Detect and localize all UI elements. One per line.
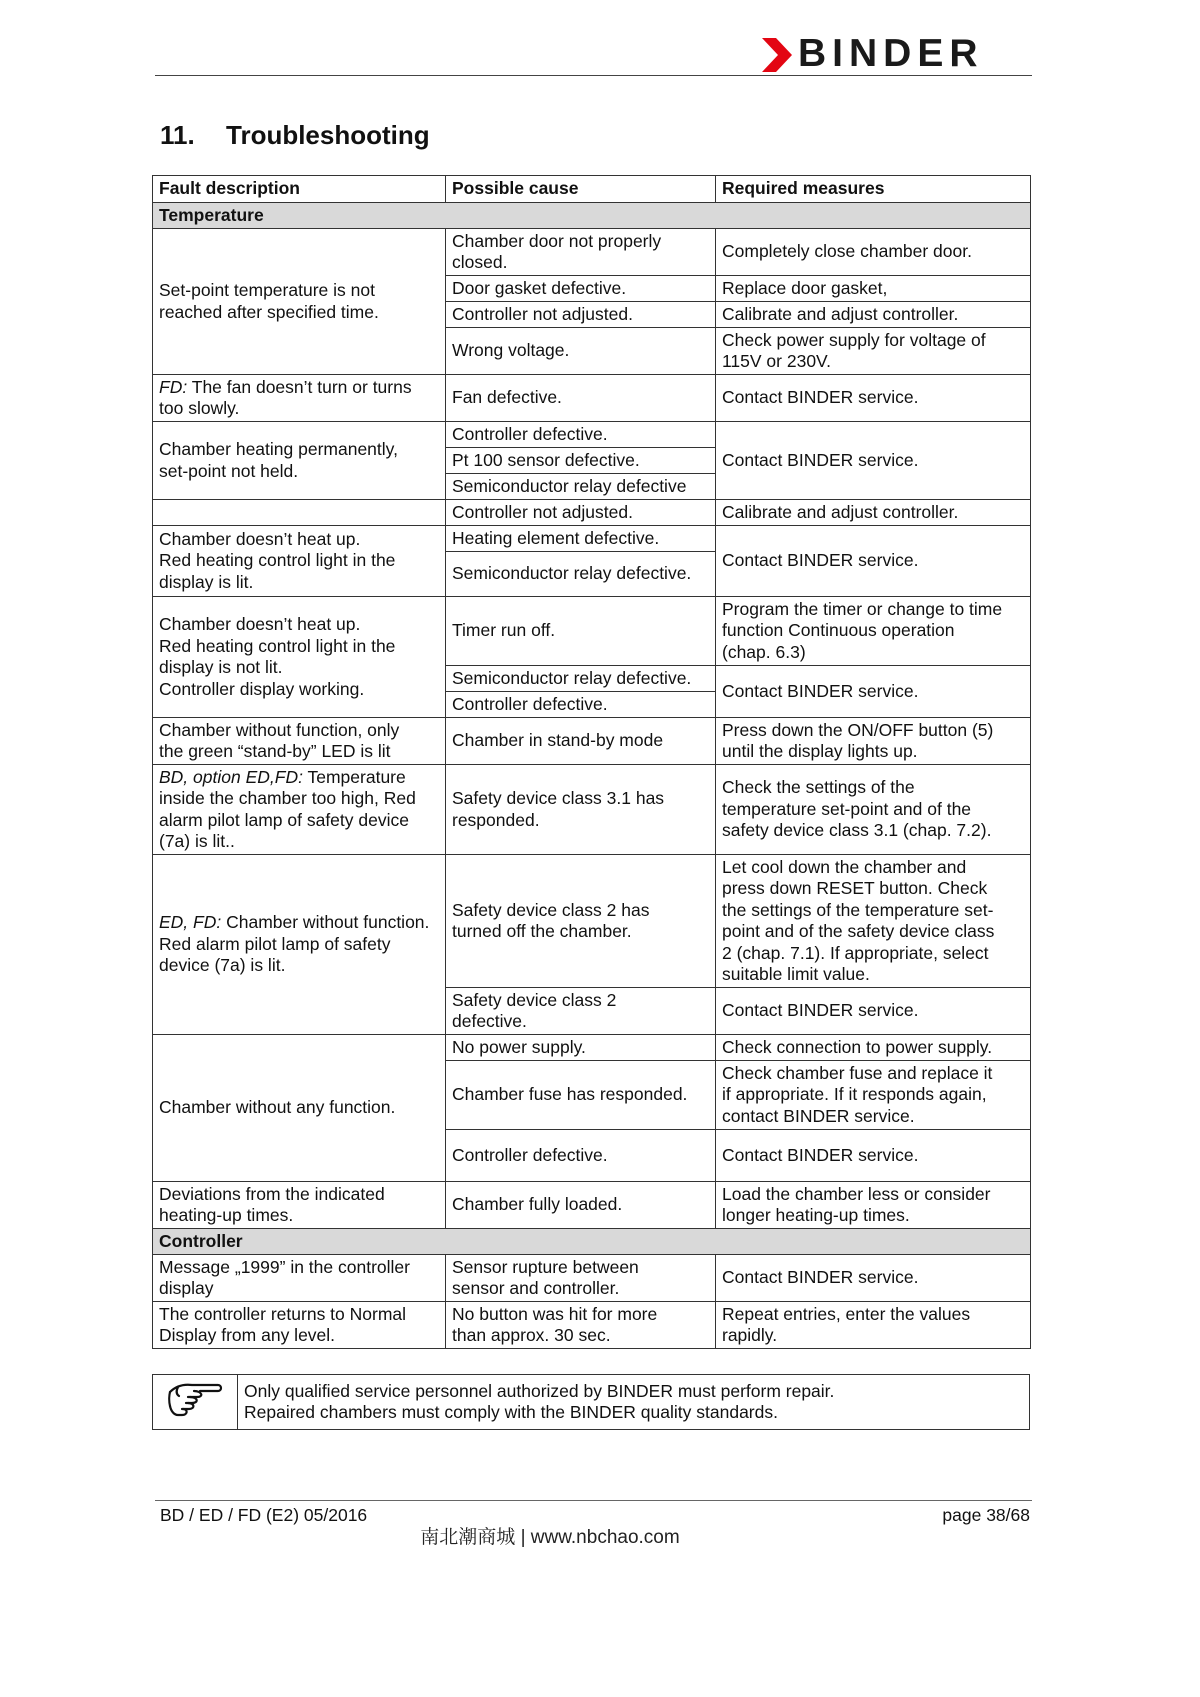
measure-cell: Contact BINDER service. — [716, 666, 1031, 718]
measure-cell: Press down the ON/OFF button (5) until the display lights up. — [716, 718, 1031, 765]
fault-text: Chamber without function. Red alarm pilot lamp of safety device (7a) is lit. — [159, 912, 430, 976]
table-row — [153, 1302, 1031, 1349]
fault-cell — [153, 855, 446, 1035]
page-title — [160, 120, 430, 151]
table-row — [153, 500, 1031, 526]
header-possible-cause: Possible cause — [446, 176, 716, 203]
measure-cell: Contact BINDER service. — [716, 526, 1031, 597]
binder-arrow-icon — [762, 38, 792, 72]
table-row — [153, 375, 1031, 422]
measure-cell: Replace door gasket, — [716, 276, 1031, 302]
table-row — [153, 1035, 1031, 1061]
fault-cell: Deviations from the indicated heating-up times. — [153, 1182, 446, 1229]
cause-cell: No button was hit for more than approx. 30 sec. — [446, 1302, 716, 1349]
measure-cell: Let cool down the chamber and press down RESET button. Check the settings of the temperature set- point and of the safety device class 2 (chap. 7.1). If appropriate, select suitable limit value. — [716, 855, 1031, 988]
measure-cell: Check the settings of the temperature set-point and of the safety device class 3.1 (chap. 7.2). — [716, 765, 1031, 855]
fault-text: Temperature inside the chamber too high, Red alarm pilot lamp of safety device (7a) is lit.. — [159, 766, 416, 851]
cause-cell: Chamber in stand-by mode — [446, 718, 716, 765]
measure-cell: Program the timer or change to time function Continuous operation (chap. 6.3) — [716, 597, 1031, 666]
cause-cell: Semiconductor relay defective — [446, 474, 716, 500]
measure-cell: Contact BINDER service. — [716, 1255, 1031, 1302]
cause-cell: Safety device class 2 defective. — [446, 988, 716, 1035]
table-header-row — [153, 176, 1031, 203]
cause-cell: Semiconductor relay defective. — [446, 666, 716, 692]
footer-divider — [155, 1500, 1032, 1501]
measure-cell: Contact BINDER service. — [716, 375, 1031, 422]
cause-cell: Controller not adjusted. — [446, 500, 716, 526]
measure-cell: Check power supply for voltage of 115V or 230V. — [716, 328, 1031, 375]
section-title: Troubleshooting — [226, 120, 430, 150]
cause-cell: Sensor rupture between sensor and controller. — [446, 1255, 716, 1302]
fault-cell: Chamber without any function. — [153, 1035, 446, 1182]
service-note — [152, 1374, 1030, 1430]
table-row — [153, 765, 1031, 855]
fault-cell — [153, 375, 446, 422]
cause-cell: Timer run off. — [446, 597, 716, 666]
section-row-controller — [153, 1229, 1031, 1255]
section-row-temperature — [153, 203, 1031, 229]
cause-cell: Safety device class 3.1 has responded. — [446, 765, 716, 855]
measure-cell: Contact BINDER service. — [716, 422, 1031, 500]
measure-cell: Check chamber fuse and replace it if appropriate. If it responds again, contact BINDER service. — [716, 1061, 1031, 1130]
section-number: 11. — [160, 120, 195, 150]
cause-cell: Heating element defective. — [446, 526, 716, 552]
fault-prefix: ED, FD: — [159, 912, 222, 933]
measure-cell: Contact BINDER service. — [716, 988, 1031, 1035]
fault-cell: Chamber doesn’t heat up. Red heating control light in the display is not lit. Controller display working. — [153, 597, 446, 718]
cause-cell: Chamber fuse has responded. — [446, 1061, 716, 1130]
fault-text: The fan doesn’t turn or turns too slowly. — [159, 376, 412, 418]
note-icon-cell — [153, 1375, 238, 1430]
cause-cell: No power supply. — [446, 1035, 716, 1061]
header-fault-description: Fault description — [153, 176, 446, 203]
table-row — [153, 855, 1031, 988]
section-label-controller: Controller — [153, 1229, 1031, 1255]
fault-cell: The controller returns to Normal Display from any level. — [153, 1302, 446, 1349]
cause-cell: Semiconductor relay defective. — [446, 552, 716, 597]
cause-cell: Safety device class 2 has turned off the chamber. — [446, 855, 716, 988]
section-label-temperature: Temperature — [153, 203, 1031, 229]
table-row — [153, 597, 1031, 666]
cause-cell: Controller defective. — [446, 1130, 716, 1182]
pointing-hand-icon — [166, 1378, 224, 1420]
measure-cell: Check connection to power supply. — [716, 1035, 1031, 1061]
table-row — [153, 718, 1031, 765]
measure-cell: Contact BINDER service. — [716, 1130, 1031, 1182]
cause-cell: Wrong voltage. — [446, 328, 716, 375]
measure-cell: Repeat entries, enter the values rapidly. — [716, 1302, 1031, 1349]
table-row — [153, 1255, 1031, 1302]
measure-cell: Calibrate and adjust controller. — [716, 302, 1031, 328]
measure-cell: Calibrate and adjust controller. — [716, 500, 1031, 526]
table-row — [153, 422, 1031, 448]
cause-cell: Chamber door not properly closed. — [446, 229, 716, 276]
measure-cell: Load the chamber less or consider longer heating-up times. — [716, 1182, 1031, 1229]
fault-cell: Chamber without function, only the green “stand-by” LED is lit — [153, 718, 446, 765]
header-divider — [155, 75, 1032, 76]
note-text: Only qualified service personnel authorized by BINDER must perform repair. Repaired chambers must comply with the BINDER quality standards. — [238, 1375, 1030, 1430]
fault-cell — [153, 765, 446, 855]
table-row — [153, 526, 1031, 552]
fault-cell: Chamber heating permanently, set-point not held. — [153, 422, 446, 500]
table-row — [153, 1182, 1031, 1229]
header-required-measures: Required measures — [716, 176, 1031, 203]
footer-doc-id: BD / ED / FD (E2) 05/2016 — [160, 1505, 368, 1525]
troubleshooting-table — [152, 175, 1031, 1349]
measure-cell: Completely close chamber door. — [716, 229, 1031, 276]
cause-cell: Pt 100 sensor defective. — [446, 448, 716, 474]
table-row — [153, 229, 1031, 276]
cause-cell: Controller not adjusted. — [446, 302, 716, 328]
fault-cell: Chamber doesn’t heat up. Red heating control light in the display is lit. — [153, 526, 446, 597]
cause-cell: Chamber fully loaded. — [446, 1182, 716, 1229]
cause-cell: Controller defective. — [446, 692, 716, 718]
footer-page-number: page 38/68 — [942, 1505, 1030, 1525]
brand-name: BINDER — [798, 32, 984, 75]
cause-cell: Controller defective. — [446, 422, 716, 448]
fault-cell: Set-point temperature is not reached after specified time. — [153, 229, 446, 375]
watermark: 南北潮商城 | www.nbchao.com — [420, 1527, 680, 1548]
cause-cell: Fan defective. — [446, 375, 716, 422]
fault-prefix: FD: — [159, 376, 188, 397]
binder-logo — [762, 32, 1032, 75]
fault-cell: Message „1999” in the controller display — [153, 1255, 446, 1302]
fault-cell-empty — [153, 500, 446, 526]
fault-prefix: BD, option ED,FD: — [159, 766, 303, 787]
cause-cell: Door gasket defective. — [446, 276, 716, 302]
